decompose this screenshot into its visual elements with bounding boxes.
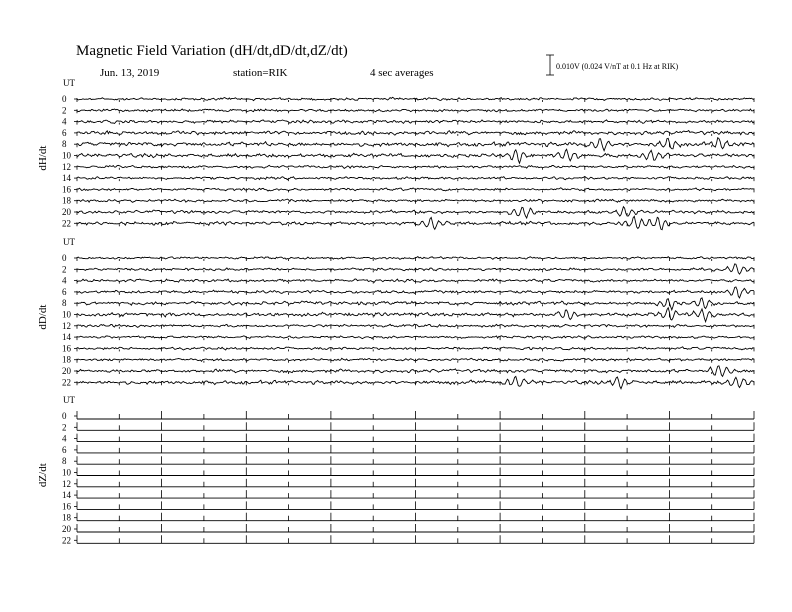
- chart-title: Magnetic Field Variation (dH/dt,dD/dt,dZ/dt): [76, 43, 348, 59]
- row-label: 18: [62, 512, 71, 523]
- ut-label: UT: [63, 237, 75, 247]
- row-label: 22: [62, 535, 71, 546]
- row-label: 14: [62, 332, 71, 343]
- row-label: 10: [62, 309, 71, 320]
- row-label: 4: [62, 275, 67, 286]
- row-label: 18: [62, 195, 71, 206]
- row-label: 16: [62, 501, 71, 512]
- row-label: 22: [62, 218, 71, 229]
- row-label: 10: [62, 467, 71, 478]
- row-label: 20: [62, 366, 71, 376]
- ut-label: UT: [63, 395, 75, 405]
- row-label: 10: [62, 150, 71, 161]
- panels-group: [37, 78, 754, 545]
- scale-bar-label: 0.010V (0.024 V/nT at 0.1 Hz at RIK): [556, 62, 679, 71]
- row-label: 0: [62, 253, 67, 263]
- row-label: 14: [62, 490, 71, 501]
- row-label: 8: [62, 456, 67, 467]
- row-label: 12: [62, 478, 71, 489]
- row-label: 4: [62, 116, 67, 127]
- row-label: 12: [62, 161, 71, 172]
- ut-label: UT: [63, 78, 75, 88]
- row-label: 18: [62, 354, 71, 365]
- row-label: 2: [62, 264, 67, 275]
- chart-date: Jun. 13, 2019: [100, 67, 160, 79]
- row-label: 4: [62, 433, 67, 444]
- row-label: 0: [62, 411, 67, 421]
- row-label: 22: [62, 377, 71, 388]
- row-label: 20: [62, 207, 71, 217]
- row-label: 2: [62, 422, 67, 433]
- row-label: 0: [62, 94, 67, 104]
- row-label: 8: [62, 139, 67, 150]
- panel-label: dH/dt: [37, 145, 49, 171]
- row-label: 8: [62, 298, 67, 309]
- row-label: 16: [62, 343, 71, 354]
- row-label: 6: [62, 286, 67, 297]
- station-label: station=RIK: [233, 67, 288, 79]
- row-label: 12: [62, 320, 71, 331]
- panel-label: dD/dt: [37, 304, 49, 330]
- row-label: 20: [62, 524, 71, 534]
- row-label: 2: [62, 105, 67, 116]
- averaging-label: 4 sec averages: [370, 67, 434, 79]
- scale-bar: [546, 55, 554, 75]
- row-label: 16: [62, 184, 71, 195]
- row-label: 6: [62, 444, 67, 455]
- row-label: 6: [62, 127, 67, 138]
- panel-label: dZ/dt: [37, 463, 49, 488]
- row-label: 14: [62, 173, 71, 184]
